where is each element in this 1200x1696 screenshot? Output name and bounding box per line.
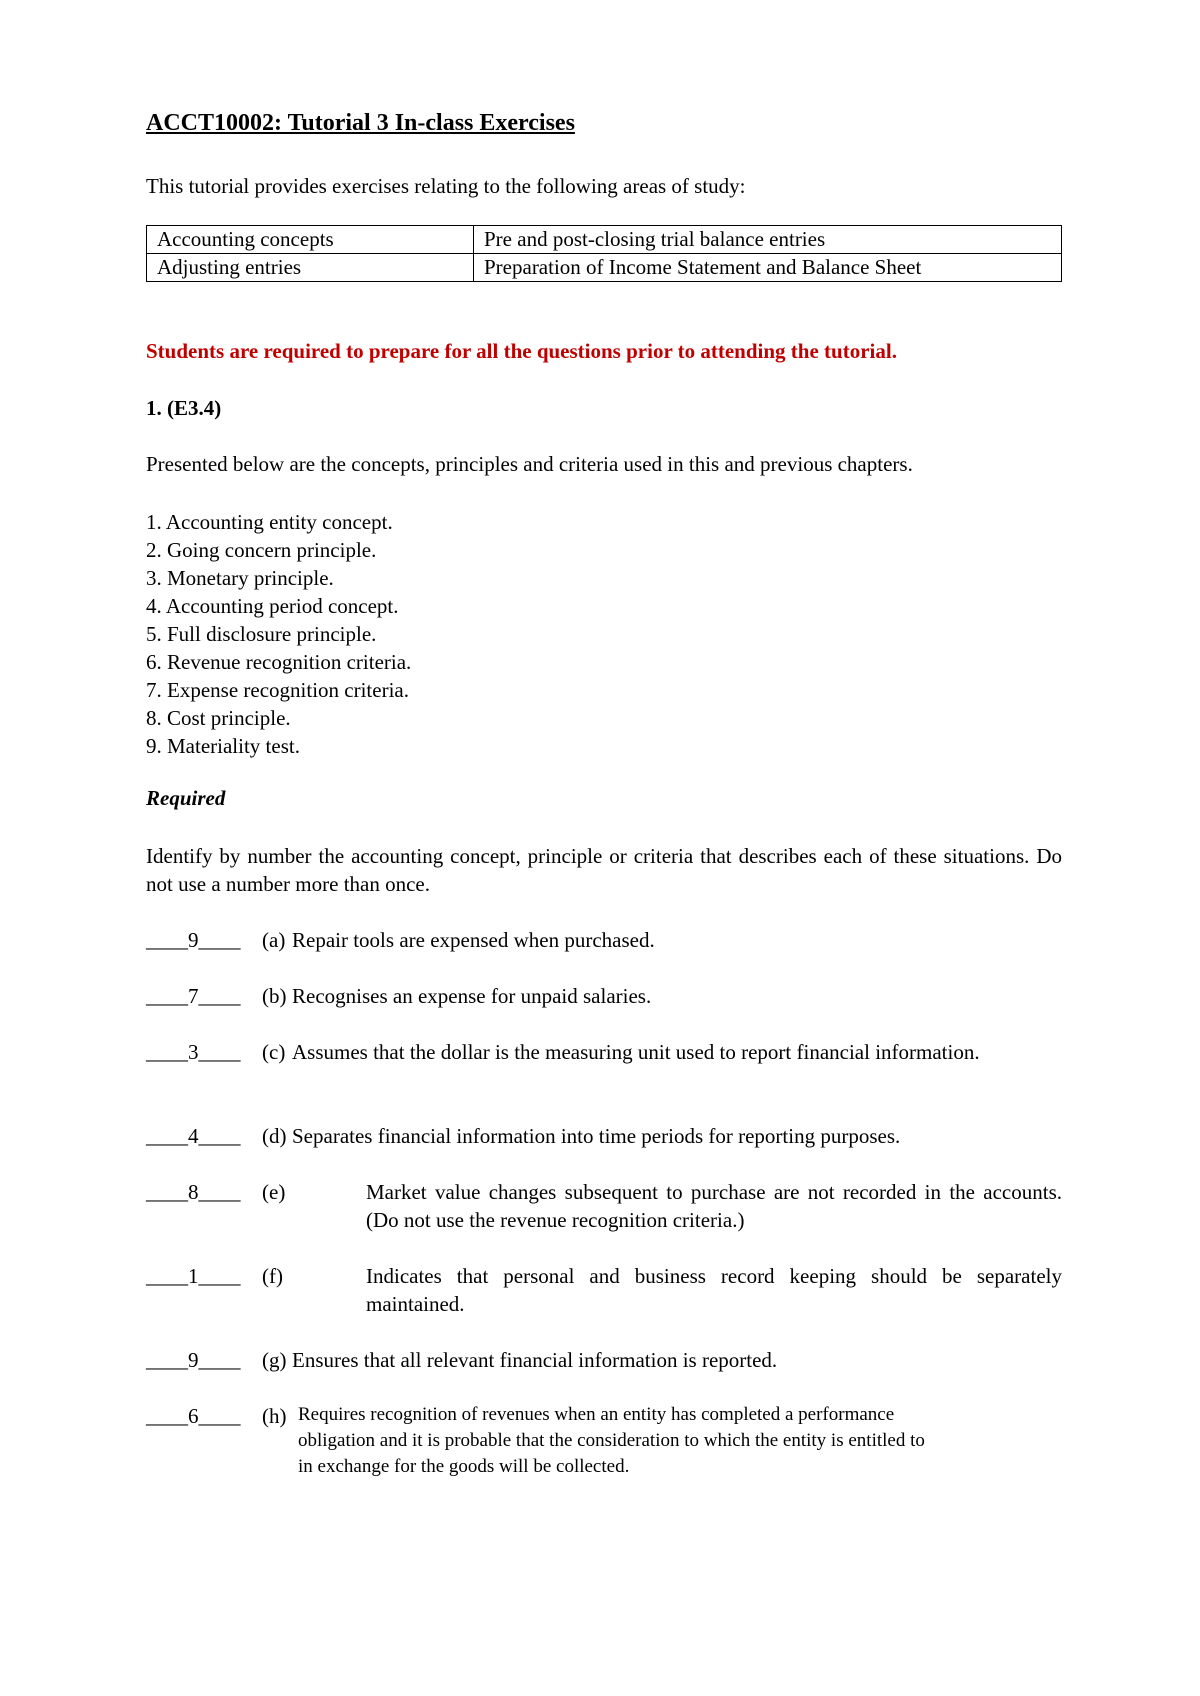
answer-label: (a) xyxy=(262,928,286,952)
intro-text: This tutorial provides exercises relating to the following areas of study: xyxy=(146,174,746,198)
list-item: 9. Materiality test. xyxy=(146,734,300,758)
list-item: 5. Full disclosure principle. xyxy=(146,622,377,646)
topics-table xyxy=(146,225,1062,282)
answer-blank: ____1____ xyxy=(146,1264,241,1288)
table-cell: Adjusting entries xyxy=(147,254,474,282)
answer-label: (b) xyxy=(262,984,287,1008)
list-item: 7. Expense recognition criteria. xyxy=(146,678,409,702)
table-cell: Preparation of Income Statement and Balance Sheet xyxy=(474,254,1062,282)
answer-label: (d) xyxy=(262,1124,287,1148)
answer-text: Market value changes subsequent to purchase are not recorded in the accounts. (Do not use the revenue recognition criteria.) xyxy=(366,1180,1062,1232)
answer-label: (e) xyxy=(262,1180,286,1204)
table-cell: Accounting concepts xyxy=(147,226,474,254)
answer-blank: ____3____ xyxy=(146,1040,241,1064)
required-heading: Required xyxy=(146,786,226,810)
answer-text: Repair tools are expensed when purchased. xyxy=(292,928,655,952)
question-intro: Presented below are the concepts, principles and criteria used in this and previous chapters. xyxy=(146,452,913,476)
answer-label: (f) xyxy=(262,1264,283,1288)
list-item: 6. Revenue recognition criteria. xyxy=(146,650,412,674)
answer-blank: ____4____ xyxy=(146,1124,241,1148)
preparation-warning: Students are required to prepare for all the questions prior to attending the tutorial. xyxy=(146,339,897,363)
answer-label: (h) xyxy=(262,1404,287,1428)
list-item: 3. Monetary principle. xyxy=(146,566,334,590)
answer-text: Recognises an expense for unpaid salaries. xyxy=(292,984,652,1008)
answer-text: Ensures that all relevant financial information is reported. xyxy=(292,1348,778,1372)
answer-blank: ____9____ xyxy=(146,1348,241,1372)
answer-blank: ____6____ xyxy=(146,1404,241,1428)
answer-label: (c) xyxy=(262,1040,286,1064)
table-cell: Pre and post-closing trial balance entries xyxy=(474,226,1062,254)
answer-text: Indicates that personal and business record keeping should be separately maintained. xyxy=(366,1264,1062,1316)
list-item: 2. Going concern principle. xyxy=(146,538,377,562)
answer-label: (g) xyxy=(262,1348,287,1372)
instructions-text: Identify by number the accounting concept, principle or criteria that describes each of these situations. Do not use a number more than once. xyxy=(146,844,1062,896)
answer-blank: ____8____ xyxy=(146,1180,241,1204)
answer-blank: ____9____ xyxy=(146,928,241,952)
document-title: ACCT10002: Tutorial 3 In-class Exercises xyxy=(146,110,575,136)
answer-text: Separates financial information into time periods for reporting purposes. xyxy=(292,1124,901,1148)
answer-text: Requires recognition of revenues when an entity has completed a performance obligation and it is probable that the consideration to which the entity is entitled to in exchange for the goods will be collected. xyxy=(298,1404,925,1477)
list-item: 4. Accounting period concept. xyxy=(146,594,399,618)
concepts-list xyxy=(146,508,411,760)
table-row xyxy=(147,254,1062,282)
list-item: 8. Cost principle. xyxy=(146,706,291,730)
list-item: 1. Accounting entity concept. xyxy=(146,510,393,534)
question-heading: 1. (E3.4) xyxy=(146,396,222,420)
answer-text: Assumes that the dollar is the measuring unit used to report financial information. xyxy=(292,1040,980,1064)
table-row xyxy=(147,226,1062,254)
answer-blank: ____7____ xyxy=(146,984,241,1008)
